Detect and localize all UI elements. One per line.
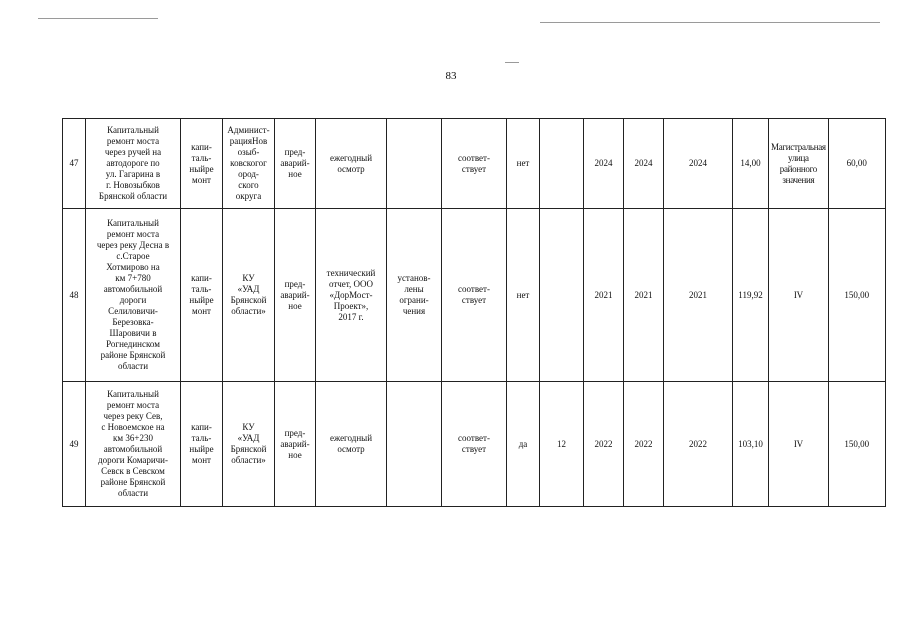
inspection: ежегодный осмотр <box>316 119 387 209</box>
restrictions: установ- лены ограни- чения <box>387 209 442 382</box>
flag: нет <box>507 209 540 382</box>
length: 14,00 <box>733 119 769 209</box>
length: 103,10 <box>733 382 769 507</box>
quantity: 12 <box>540 382 584 507</box>
scan-noise <box>38 18 158 19</box>
flag: нет <box>507 119 540 209</box>
year-end: 2022 <box>664 382 733 507</box>
year-start: 2024 <box>584 119 624 209</box>
table-row <box>63 382 886 507</box>
object-name: Капитальный ремонт моста через ручей на автодороге по ул. Гагарина в г. Новозыбков Брянской области <box>86 119 181 209</box>
row-number: 48 <box>63 209 86 382</box>
work-type: капи- таль- ныйре монт <box>181 119 223 209</box>
object-name: Капитальный ремонт моста через реку Десна в с.Старое Хотмирово на км 7+780 автомобильной дороги Селиловичи- Березовка- Шаровичи в Рогнединском районе Брянской области <box>86 209 181 382</box>
year-mid: 2024 <box>624 119 664 209</box>
road-class: Магистральная улица районного значения <box>769 119 829 209</box>
owner: Админист- рацияНов озыб- ковскогог ород- ского округа <box>223 119 275 209</box>
cost: 150,00 <box>828 209 885 382</box>
owner: КУ «УАД Брянской области» <box>223 209 275 382</box>
object-name: Капитальный ремонт моста через реку Сев, с Новоемское на км 36+230 автомобильной дороги Комаричи- Севск в Севском районе Брянской области <box>86 382 181 507</box>
condition: пред- аварий- ное <box>275 119 316 209</box>
compliance: соответ- ствует <box>442 119 507 209</box>
page-number: 83 <box>445 70 457 82</box>
row-number: 49 <box>63 382 86 507</box>
table-row <box>63 119 886 209</box>
quantity <box>540 119 584 209</box>
year-end: 2021 <box>664 209 733 382</box>
year-mid: 2021 <box>624 209 664 382</box>
table-row <box>63 209 886 382</box>
year-start: 2021 <box>584 209 624 382</box>
work-type: капи- таль- ныйре монт <box>181 209 223 382</box>
work-type: капи- таль- ныйре монт <box>181 382 223 507</box>
cost: 60,00 <box>828 119 885 209</box>
inspection: ежегодный осмотр <box>316 382 387 507</box>
road-class: IV <box>769 209 829 382</box>
restrictions <box>387 119 442 209</box>
year-mid: 2022 <box>624 382 664 507</box>
row-number: 47 <box>63 119 86 209</box>
quantity <box>540 209 584 382</box>
condition: пред- аварий- ное <box>275 382 316 507</box>
length: 119,92 <box>733 209 769 382</box>
road-class: IV <box>769 382 829 507</box>
year-end: 2024 <box>664 119 733 209</box>
scan-noise <box>505 62 519 63</box>
year-start: 2022 <box>584 382 624 507</box>
condition: пред- аварий- ное <box>275 209 316 382</box>
cost: 150,00 <box>828 382 885 507</box>
bridge-repair-table <box>62 118 886 507</box>
inspection: технический отчет, ООО «ДорМост- Проект», 2017 г. <box>316 209 387 382</box>
compliance: соответ- ствует <box>442 209 507 382</box>
compliance: соответ- ствует <box>442 382 507 507</box>
owner: КУ «УАД Брянской области» <box>223 382 275 507</box>
flag: да <box>507 382 540 507</box>
scan-noise <box>540 22 880 23</box>
restrictions <box>387 382 442 507</box>
